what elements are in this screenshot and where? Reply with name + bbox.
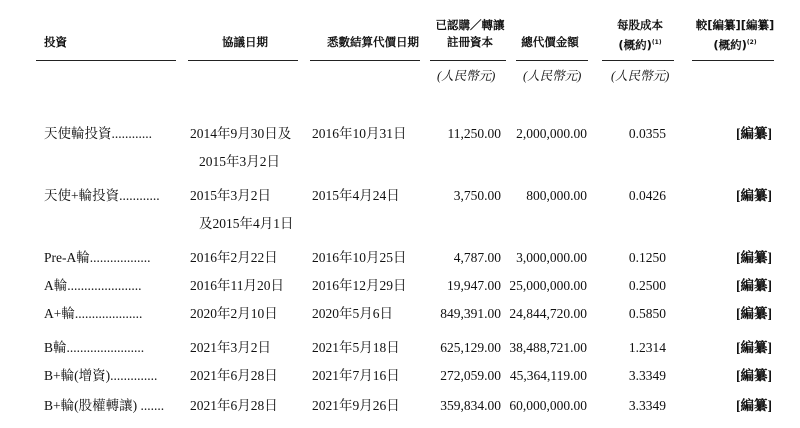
table-row	[0, 276, 800, 300]
footnote-1-marker: (1)	[651, 39, 662, 46]
row-discount: [編纂]	[736, 250, 772, 265]
row-cost-per-share: 0.0355	[628, 126, 666, 141]
row-agreement-date: 2021年6月28日	[190, 368, 278, 383]
table-row	[0, 124, 800, 148]
header-discount-line1: 較[編纂][編纂]	[695, 18, 775, 32]
row-registered-capital: 11,250.00	[447, 126, 501, 141]
row-investment-name: B+輪(增資)..............	[44, 368, 158, 383]
row-cost-per-share: 0.2500	[628, 278, 666, 293]
row-total-consideration: 38,488,721.00	[509, 340, 587, 355]
row-investment-name: A輪......................	[44, 278, 142, 293]
row-discount: [編纂]	[736, 278, 772, 293]
row-total-consideration: 800,000.00	[526, 188, 587, 203]
header-discount-line2	[690, 34, 780, 54]
row-agreement-date: 2021年6月28日	[190, 398, 278, 413]
row-cost-per-share: 3.3349	[628, 398, 666, 413]
table-row	[0, 248, 800, 272]
row-total-consideration: 24,844,720.00	[509, 306, 587, 321]
table-row	[0, 338, 800, 362]
header-cost-per-share	[600, 17, 680, 54]
unit-registered-capital: (人民幣元)	[437, 69, 496, 83]
row-investment-name: 天使輪投資............	[44, 126, 152, 141]
row-total-consideration: 25,000,000.00	[509, 278, 587, 293]
row-registered-capital: 3,750.00	[453, 188, 501, 203]
row-investment-name: B輪.......................	[44, 340, 145, 355]
header-cost-per-share-line2	[600, 34, 680, 54]
header-rule-discount	[692, 60, 774, 61]
header-cost-per-share-approx: (概約)	[618, 37, 652, 52]
row-investment-name: 天使+輪投資............	[44, 188, 160, 203]
row-settlement-date: 2021年7月16日	[312, 368, 400, 383]
row-registered-capital: 19,947.00	[447, 278, 501, 293]
header-rule-settlement-date	[310, 60, 420, 61]
row-total-consideration: 2,000,000.00	[516, 126, 587, 141]
row-agreement-date: 2016年11月20日	[190, 278, 284, 293]
table-row	[0, 396, 800, 420]
header-registered-capital	[425, 17, 515, 51]
header-settlement-date-label: 悉數結算代價日期	[327, 35, 419, 49]
header-rule-agreement-date	[188, 60, 298, 61]
unit-total-consideration: (人民幣元)	[523, 69, 582, 83]
row-cost-per-share: 0.1250	[628, 250, 666, 265]
header-discount	[690, 17, 780, 54]
row-registered-capital: 272,059.00	[440, 368, 501, 383]
row-cost-per-share: 0.0426	[628, 188, 666, 203]
row-settlement-date: 2015年4月24日	[312, 188, 400, 203]
header-agreement-date-label: 協議日期	[222, 35, 268, 49]
row-investment-name: Pre-A輪..................	[44, 250, 151, 265]
row-agreement-date: 2016年2月22日	[190, 250, 278, 265]
row-agreement-date: 2014年9月30日及	[190, 126, 292, 141]
header-cost-per-share-line1: 每股成本	[617, 18, 663, 32]
row-settlement-date: 2020年5月6日	[312, 306, 393, 321]
row-cost-per-share: 3.3349	[628, 368, 666, 383]
header-total-consideration-label: 總代價金額	[521, 35, 579, 49]
row-total-consideration: 60,000,000.00	[509, 398, 587, 413]
row-agreement-date-continued: 及2015年4月1日	[199, 216, 294, 231]
row-registered-capital: 359,834.00	[440, 398, 501, 413]
row-settlement-date: 2016年10月25日	[312, 250, 407, 265]
row-investment-name: A+輪....................	[44, 306, 143, 321]
header-registered-capital-line2: 註冊資本	[447, 35, 493, 49]
footnote-2-marker: (2)	[746, 39, 757, 46]
row-registered-capital: 849,391.00	[440, 306, 501, 321]
row-investment-name: B+輪(股權轉讓) .......	[44, 398, 165, 413]
row-discount: [編纂]	[736, 368, 772, 383]
table-row	[0, 304, 800, 328]
row-agreement-date-continued: 2015年3月2日	[199, 154, 280, 169]
unit-cost-per-share: (人民幣元)	[611, 69, 670, 83]
row-discount: [編纂]	[736, 188, 772, 203]
header-rule-total-consideration	[516, 60, 588, 61]
row-discount: [編纂]	[736, 340, 772, 355]
header-registered-capital-line1: 已認購／轉讓	[435, 18, 505, 32]
row-agreement-date: 2020年2月10日	[190, 306, 278, 321]
header-settlement-date	[318, 34, 428, 51]
table-row	[0, 186, 800, 210]
row-total-consideration: 3,000,000.00	[516, 250, 587, 265]
row-settlement-date: 2016年10月31日	[312, 126, 407, 141]
row-discount: [編纂]	[736, 398, 772, 413]
header-agreement-date	[200, 34, 290, 51]
row-total-consideration: 45,364,119.00	[509, 368, 587, 383]
header-rule-registered-capital	[430, 60, 506, 61]
row-cost-per-share: 0.5850	[628, 306, 666, 321]
row-discount: [編纂]	[736, 306, 772, 321]
header-rule-cost-per-share	[602, 60, 674, 61]
row-registered-capital: 4,787.00	[453, 250, 501, 265]
row-agreement-date: 2021年3月2日	[190, 340, 271, 355]
header-investment	[44, 34, 67, 51]
header-total-consideration	[510, 34, 590, 51]
row-settlement-date: 2016年12月29日	[312, 278, 407, 293]
row-agreement-date: 2015年3月2日	[190, 188, 271, 203]
header-investment-label: 投資	[44, 35, 67, 49]
header-rule-investment	[36, 60, 176, 61]
table-row	[0, 366, 800, 390]
row-settlement-date: 2021年9月26日	[312, 398, 400, 413]
row-registered-capital: 625,129.00	[440, 340, 501, 355]
row-settlement-date: 2021年5月18日	[312, 340, 400, 355]
row-discount: [編纂]	[736, 126, 772, 141]
header-discount-approx: (概約)	[713, 37, 747, 52]
row-cost-per-share: 1.2314	[628, 340, 666, 355]
